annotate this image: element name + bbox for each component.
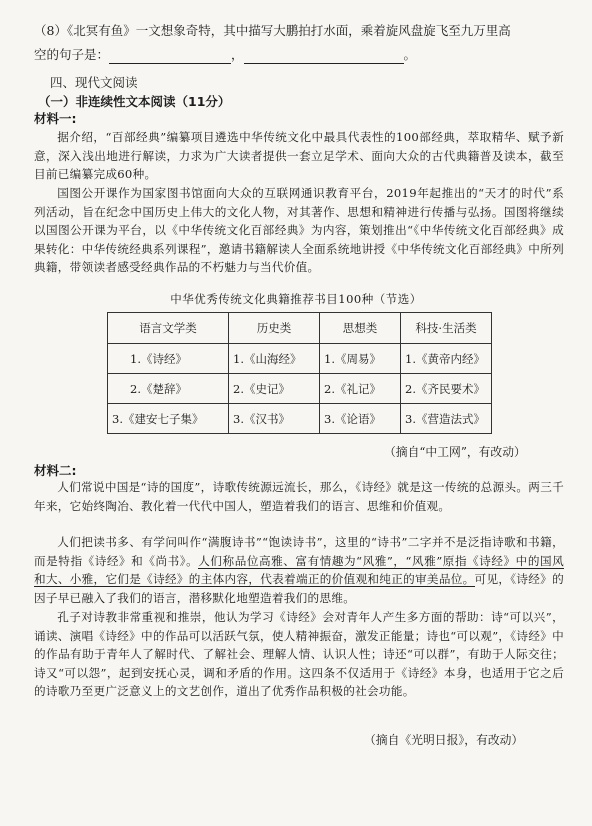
table-cell: 3.《营造法式》 <box>401 404 492 434</box>
material-2-paragraph-1: 人们常说中国是“诗的国度”，诗歌传统源远流长，那么，《诗经》就是这一传统的总源头。两三千年来，它始终陶冶、教化着一代代中国人，塑造着我们的语言、思维和价值观。 <box>34 480 564 513</box>
table-cell: 2.《礼记》 <box>320 374 401 404</box>
material-1-paragraph-1: 据介绍，“百部经典”编纂项目遴选中华传统文化中最具代表性的100部经典，萃取精华、赋予新意，深入浅出地进行解读，力求为广大读者提供一套立足学术、面向大众的古代典籍普及读本，截至目前已编纂完成60种。 <box>34 130 564 182</box>
table-cell: 3.《建安七子集》 <box>108 404 229 434</box>
material-2-label: 材料二: <box>34 463 77 478</box>
table-row <box>108 404 492 434</box>
answer-blank-2[interactable] <box>244 50 404 64</box>
table-cell: 1.《诗经》 <box>108 344 229 374</box>
period: 。 <box>403 47 417 62</box>
table-cell: 2.《史记》 <box>229 374 320 404</box>
table-cell: 3.《汉书》 <box>229 404 320 434</box>
material-1-source: （摘自“中工网”，有改动） <box>384 445 526 459</box>
table-caption: 中华优秀传统文化典籍推荐书目100种（节选） <box>170 292 422 306</box>
table-cell: 2.《齐民要术》 <box>401 374 492 404</box>
material-2-source: （摘自《光明日报》，有改动） <box>364 733 524 747</box>
table-row <box>108 344 492 374</box>
material-2-paragraph-3: 孔子对诗教非常重视和推崇，他认为学习《诗经》会对青年人产生多方面的帮助：诗“可以兴”，诵读、演唱《诗经》中的作品可以活跃气氛，使人精神振奋，激发正能量；诗也“可以观”，《诗经》中的作品有助于青年人了解时代、了解社会、理解人情、认识人性；诗还“可以群”，有助于人际交往；诗又“可以怨”，起到安抚心灵，调和矛盾的作用。这四条不仅适用于《诗经》本身，也适用于它之后的诗歌乃至更广泛意义上的文艺创作，道出了优秀作品积极的社会功能。 <box>34 610 564 699</box>
material-1-label: 材料一: <box>34 111 77 126</box>
table-header: 思想类 <box>320 313 401 344</box>
section-subtitle: （一）非连续性文本阅读（11分） <box>38 94 231 109</box>
material-1-paragraph-2: 国图公开课作为国家图书馆面向大众的互联网通识教育平台，2019年起推出的“天才的时代”系列活动，旨在纪念中国历史上伟大的文化人物，对其著作、思想和精神进行传播与弘扬。国图将继续以国图公开课为平台，以《中华传统文化百部经典》为内容，策划推出“《中华传统文化百部经典》成果转化：中华传统经典系列课程”，邀请书籍解读人全面系统地讲授《中华传统文化百部经典》中所列典籍，带领读者感受经典作品的不朽魅力与当代价值。 <box>34 186 564 275</box>
table-header: 历史类 <box>229 313 320 344</box>
comma: ， <box>231 47 244 62</box>
question-8-prompt: 空的句子是： <box>34 47 110 62</box>
answer-blank-1[interactable] <box>109 50 231 64</box>
table-header: 科技·生活类 <box>401 313 492 344</box>
paragraph-2-part-a: 人们把读书多、有学问叫作“满腹诗书”“饱读诗书”，这里的“诗书”二字并不是泛指诗歌和书籍，而是特指《诗经》和《尚书》。 <box>34 535 564 568</box>
question-8-line: （8）《北冥有鱼》一文想象奇特，其中描写大鹏拍打水面，乘着旋风盘旋飞至九万里高 <box>34 23 511 38</box>
table-header: 语言文学类 <box>108 313 229 344</box>
question-8-answer-line <box>34 46 564 64</box>
section-title: 四、现代文阅读 <box>50 75 138 90</box>
table-cell: 1.《黄帝内经》 <box>401 344 492 374</box>
table-cell: 3.《论语》 <box>320 404 401 434</box>
table-row <box>108 374 492 404</box>
underlined-sentence: 人们称品位高雅、富有情趣为“风雅”，“风雅”原指《诗经》中的国风和大、小雅，它们是《诗经》的主体内容，代表着端正的价值观和纯正的审美品位。 <box>34 553 564 587</box>
material-2-paragraph-2 <box>34 533 564 607</box>
paragraph-2-part-c: 可见，《诗经》的因子早已融入了我们的语言，潜移默化地塑造着我们的思维。 <box>34 572 564 605</box>
recommended-books-table <box>107 312 492 434</box>
table-header-row <box>108 313 492 344</box>
table-cell: 1.《周易》 <box>320 344 401 374</box>
table-cell: 2.《楚辞》 <box>108 374 229 404</box>
table-cell: 1.《山海经》 <box>229 344 320 374</box>
